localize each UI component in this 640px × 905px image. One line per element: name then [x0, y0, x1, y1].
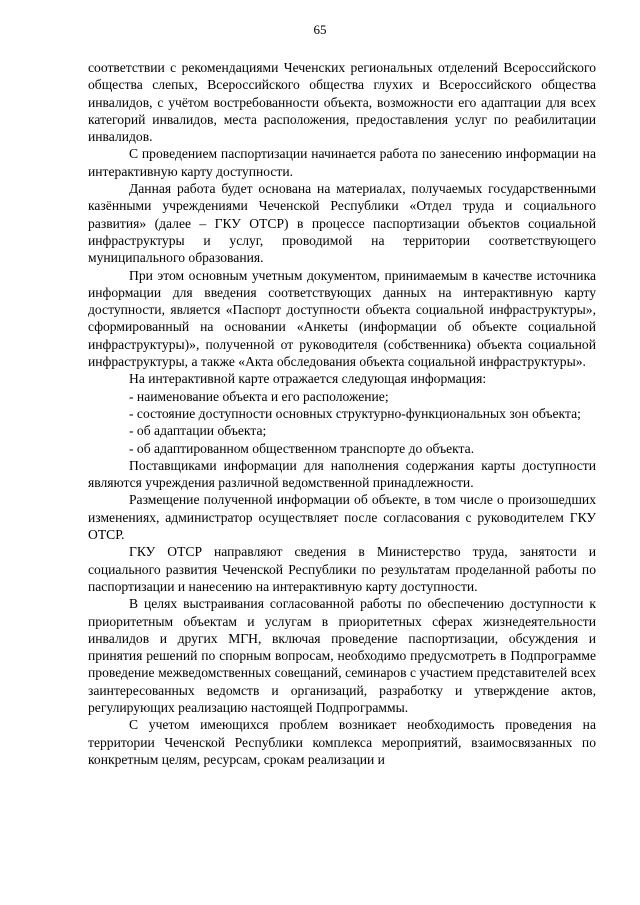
paragraph-7: Размещение полученной информации об объекте, в том числе о произошедших изменениях, администратор осуществляет после согласования с руководителем ГКУ ОТСР. [88, 492, 596, 543]
paragraph-9: В целях выстраивания согласованной работы по обеспечению доступности к приоритетным объектам и услугам в приоритетных сферах жизнедеятельности инвалидов и других МГН, включая проведение паспортизации, обсуждения и принятия решений по спорным вопросам, необходимо предусмотреть в Подпрограмме проведение межведомственных совещаний, семинаров с участием представителей всех заинтересованных ведомств и организаций, разработку и утверждение актов, регулирующих реализацию настоящей Подпрограммы. [88, 596, 596, 715]
paragraph-3: Данная работа будет основана на материалах, получаемых государственными казёнными учреждениями Чеченской Республики «Отдел труда и социального развития» (далее – ГКУ ОТСР) в процессе паспортизации объектов социальной инфраструктуры и услуг, проводимой на территории соответствующего муниципального образования. [88, 181, 596, 266]
paragraph-5: На интерактивной карте отражается следующая информация: [129, 371, 487, 387]
paragraph-8: ГКУ ОТСР направляют сведения в Министерство труда, занятости и социального развития Чеченской Республики по результатам проделанной работы по паспортизации и нанесению на интерактивную карту доступности. [88, 544, 596, 594]
list-item-4: - об адаптированном общественном транспорте до объекта. [129, 440, 475, 456]
list-item-2: - состояние доступности основных структурно-функциональных зон объекта; [129, 405, 581, 421]
paragraph-2: С проведением паспортизации начинается работа по занесению информации на интерактивную карту доступности. [88, 146, 596, 179]
page-number: 65 [313, 22, 327, 37]
list-item-1: - наименование объекта и его расположение; [129, 388, 389, 404]
paragraph-1: соответствии с рекомендациями Чеченских региональных отделений Всероссийского общества слепых, Всероссийского общества глухих и Всероссийского общества инвалидов, с учётом востребованности объекта, возможности его адаптации для всех категорий инвалидов, места расположения, предоставления услуг по реабилитации инвалидов. [88, 60, 596, 145]
document-body [88, 59, 596, 768]
list-item-3: - об адаптации объекта; [129, 423, 267, 439]
paragraph-10: С учетом имеющихся проблем возникает необходимость проведения на территории Чеченской Республики комплекса мероприятий, взаимосвязанных по конкретным целям, ресурсам, срокам реализации и [88, 717, 596, 767]
paragraph-4: При этом основным учетным документом, принимаемым в качестве источника информации для введения соответствующих данных на интерактивную карту доступности, является «Паспорт доступности объекта социальной инфраструктуры», сформированный на основании «Анкеты (информации об объекте социальной инфраструктуры)», полученной от руководителя (собственника) объекта социальной инфраструктуры, а также «Акта обследования объекта социальной инфраструктуры». [88, 267, 596, 370]
paragraph-6: Поставщиками информации для наполнения содержания карты доступности являются учреждения различной ведомственной принадлежности. [88, 457, 596, 491]
